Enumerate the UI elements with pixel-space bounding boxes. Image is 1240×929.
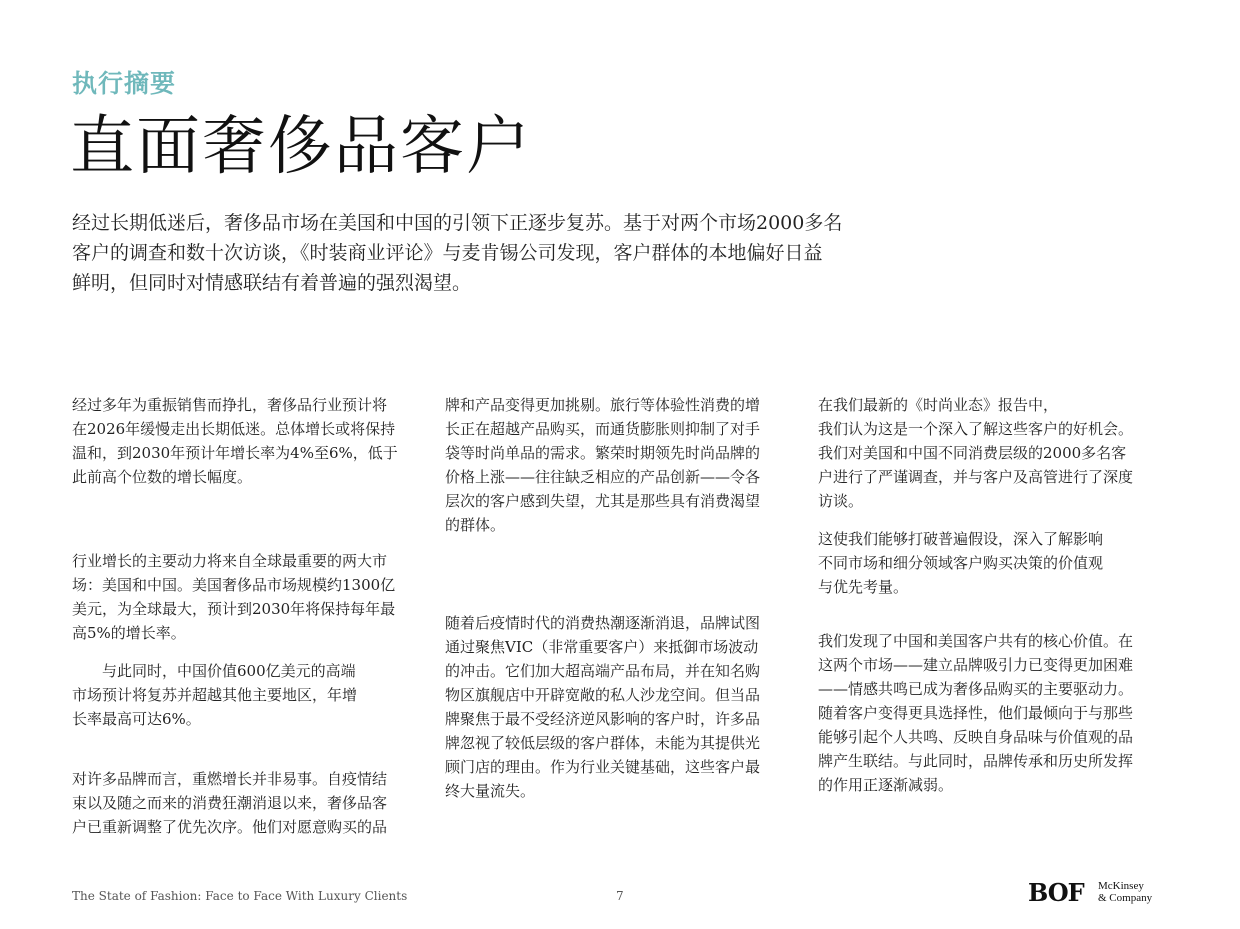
- lead-paragraph: [72, 208, 892, 298]
- text-line: ——情感共鸣已成为奢侈品购买的主要驱动力。: [818, 680, 1134, 698]
- page-number: 7: [616, 889, 624, 903]
- text-line: 束以及随之而来的消费狂潮消退以来，奢侈品客: [72, 794, 388, 812]
- paragraph: [72, 393, 424, 489]
- text-line: 户已重新调整了优先次序。他们对愿意购买的品: [72, 818, 388, 836]
- text-line: 户进行了严谨调查，并与客户及高管进行了深度: [818, 468, 1134, 486]
- text-line: 在我们最新的《时尚业态》报告中，: [818, 396, 1059, 414]
- text-line: 价格上涨——往往缺乏相应的产品创新——令各: [445, 468, 761, 486]
- text-line: 行业增长的主要动力将来自全球最重要的两大市: [72, 552, 388, 570]
- text-line: 我们认为这是一个深入了解这些客户的好机会。: [818, 420, 1134, 438]
- body-column-3: [818, 393, 1170, 797]
- paragraph: [445, 393, 797, 537]
- text-line: 我们发现了中国和美国客户共有的核心价值。在: [818, 632, 1134, 650]
- text-line: 能够引起个人共鸣、反映自身品味与价值观的品: [818, 728, 1134, 746]
- text-line: 牌聚焦于最不受经济逆风影响的客户时，许多品: [445, 710, 761, 728]
- paragraph: [72, 659, 424, 731]
- text-line: 牌忽视了较低层级的客户群体，未能为其提供光: [445, 734, 761, 752]
- text-line: 场：美国和中国。美国奢侈品市场规模约1300亿: [72, 576, 396, 594]
- text-line: 的群体。: [445, 516, 506, 534]
- text-line: 这两个市场——建立品牌吸引力已变得更加困难: [818, 656, 1134, 674]
- paragraph: [72, 767, 424, 839]
- text-line: 访谈。: [818, 492, 864, 510]
- text-line: 袋等时尚单品的需求。繁荣时期领先时尚品牌的: [445, 444, 761, 462]
- text-line: 与优先考量。: [818, 578, 909, 596]
- paragraph: [445, 611, 797, 803]
- page-title: 直面奢侈品客户: [70, 110, 532, 184]
- text-line: 在2026年缓慢走出长期低迷。总体增长或将保持: [72, 420, 396, 438]
- mckinsey-logo-line: & Company: [1098, 892, 1153, 904]
- text-line: 长正在超越产品购买，而通货膨胀则抑制了对手: [445, 420, 761, 438]
- text-line: 随着客户变得更具选择性，他们最倾向于与那些: [818, 704, 1134, 722]
- text-line: 层次的客户感到失望，尤其是那些具有消费渴望: [445, 492, 761, 510]
- text-line: 长率最高可达6%。: [72, 710, 201, 728]
- text-line: 市场预计将复苏并超越其他主要地区，年增: [72, 686, 358, 704]
- body-column-1: [72, 393, 424, 839]
- text-line: 的作用正逐渐减弱。: [818, 776, 954, 794]
- section-kicker: 执行摘要: [72, 69, 177, 98]
- text-line: 对许多品牌而言，重燃增长并非易事。自疫情结: [72, 770, 388, 788]
- paragraph: [818, 393, 1170, 513]
- text-line: 随着后疫情时代的消费热潮逐渐消退，品牌试图: [445, 614, 761, 632]
- text-line: 经过多年为重振销售而挣扎，奢侈品行业预计将: [72, 396, 388, 414]
- lead-line: 鲜明，但同时对情感联结有着普遍的强烈渴望。: [72, 272, 472, 294]
- body-column-2: [445, 393, 797, 803]
- paragraph: [72, 549, 424, 645]
- mckinsey-logo-line: McKinsey: [1098, 880, 1144, 892]
- text-line: 顾门店的理由。作为行业关键基础，这些客户最: [445, 758, 761, 776]
- paragraph: [818, 629, 1170, 797]
- text-line: 温和，到2030年预计年增长率为4%至6%，低于: [72, 444, 398, 462]
- text-line: 这使我们能够打破普遍假设，深入了解影响: [818, 530, 1104, 548]
- text-line: 终大量流失。: [445, 782, 536, 800]
- bof-logo: BOF: [1028, 878, 1084, 907]
- text-line: 的冲击。它们加大超高端产品布局，并在知名购: [445, 662, 761, 680]
- lead-line: 经过长期低迷后，奢侈品市场在美国和中国的引领下正逐步复苏。基于对两个市场2000多名: [72, 212, 843, 234]
- text-line: 高5%的增长率。: [72, 624, 186, 642]
- text-line: 我们对美国和中国不同消费层级的2000多名客: [818, 444, 1127, 462]
- text-line: 不同市场和细分领域客户购买决策的价值观: [818, 554, 1104, 572]
- text-line: 通过聚焦VIC（非常重要客户）来抵御市场波动: [445, 638, 759, 656]
- text-line: 物区旗舰店中开辟宽敞的私人沙龙空间。但当品: [445, 686, 761, 704]
- lead-line: 客户的调查和数十次访谈，《时装商业评论》与麦肯锡公司发现，客户群体的本地偏好日益: [72, 242, 823, 264]
- text-line: 牌产生联结。与此同时，品牌传承和历史所发挥: [818, 752, 1134, 770]
- text-line: 美元，为全球最大，预计到2030年将保持每年最: [72, 600, 396, 618]
- text-line: 此前高个位数的增长幅度。: [72, 468, 253, 486]
- text-line: 与此同时，中国价值600亿美元的高端: [72, 662, 356, 680]
- mckinsey-logo: [1098, 880, 1152, 904]
- paragraph: [818, 527, 1170, 599]
- footer-publication-title: The State of Fashion: Face to Face With Luxury Clients: [72, 889, 408, 903]
- text-line: 牌和产品变得更加挑剔。旅行等体验性消费的增: [445, 396, 761, 414]
